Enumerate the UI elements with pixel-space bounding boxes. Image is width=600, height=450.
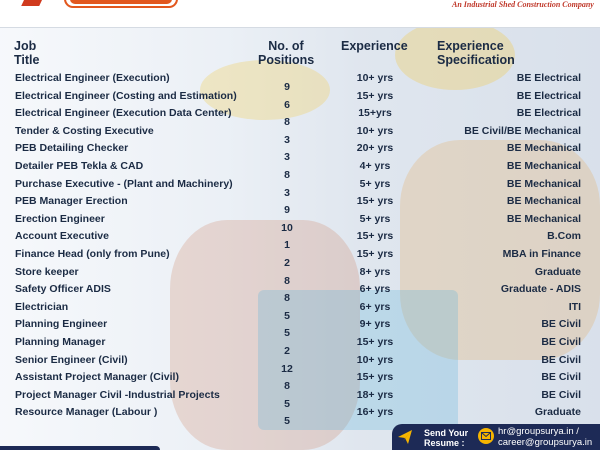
job-title-cell: Electrical Engineer (Costing and Estimation) (15, 89, 237, 102)
job-title-cell: Assistant Project Manager (Civil) (15, 371, 179, 384)
positions-cell: 8 (284, 274, 290, 287)
header-positions: No. of Positions (258, 39, 315, 67)
job-title-cell: Erection Engineer (15, 212, 105, 225)
positions-cell: 9 (284, 204, 290, 217)
positions-cell: 2 (284, 345, 290, 357)
positions-cell: 1 (284, 239, 290, 252)
spec-cell: Graduate (534, 406, 581, 419)
experience-cell: 15+ yrs (356, 230, 394, 243)
hiring-badge (64, 0, 178, 8)
positions-cell: 6 (284, 98, 290, 111)
spec-cell: BE Civil (541, 388, 581, 401)
spec-cell: BE Civil/BE Mechanical (464, 124, 581, 137)
positions-cell: 2 (284, 257, 290, 269)
positions-cell: 3 (284, 133, 290, 146)
company-tagline: An Industrial Shed Construction Company (452, 0, 594, 9)
positions-cell: 5 (284, 415, 290, 428)
spec-cell: Graduate (534, 265, 581, 278)
job-title-cell: PEB Manager Erection (15, 195, 128, 208)
positions-cell: 12 (281, 362, 293, 375)
job-title-cell: Senior Engineer (Civil) (15, 353, 128, 366)
experience-cell: 5+ yrs (359, 177, 391, 190)
positions-cell: 8 (284, 169, 290, 181)
experience-cell: 6+ yrs (359, 283, 391, 296)
job-title-cell: Detailer PEB Tekla & CAD (15, 160, 144, 172)
header-job-title: Job Title (14, 39, 40, 67)
job-title-cell: Planning Engineer (15, 318, 108, 331)
experience-cell: 5+ yrs (359, 212, 391, 225)
spec-cell: BE Mechanical (506, 195, 581, 208)
spec-cell: BE Electrical (516, 89, 581, 102)
positions-cell: 5 (284, 327, 290, 340)
spec-cell: BE Electrical (516, 107, 581, 120)
mail-icon (478, 428, 494, 444)
spec-cell: BE Civil (541, 371, 581, 384)
spec-cell: BE Mechanical (506, 142, 581, 155)
paper-plane-icon (397, 429, 413, 445)
spec-cell: BE Mechanical (506, 212, 581, 225)
experience-cell: 10+ yrs (356, 72, 394, 84)
experience-cell: 9+ yrs (359, 318, 391, 331)
bottom-left-bar (0, 446, 160, 450)
positions-cell: 8 (284, 116, 290, 129)
experience-cell: 15+ yrs (356, 89, 394, 102)
experience-cell: 10+ yrs (356, 124, 394, 137)
spec-cell: BE Civil (541, 353, 581, 366)
positions-cell: 5 (284, 397, 290, 410)
send-resume-label: Send Your Resume : (424, 428, 469, 448)
positions-cell: 8 (284, 380, 290, 393)
experience-cell: 10+ yrs (356, 353, 394, 366)
spec-cell: BE Mechanical (506, 160, 581, 172)
experience-cell: 6+ yrs (359, 300, 391, 313)
experience-cell: 15+ yrs (356, 336, 394, 348)
job-title-cell: Finance Head (only from Pune) (15, 248, 170, 260)
job-title-cell: PEB Detailing Checker (15, 142, 129, 155)
job-title-cell: Project Manager Civil -Industrial Projects (15, 388, 220, 401)
job-title-cell: Store keeper (15, 265, 79, 278)
positions-cell: 8 (284, 292, 290, 305)
resume-footer (392, 424, 600, 450)
job-title-cell: Resource Manager (Labour ) (15, 406, 158, 419)
header-spec: Experience Specification (437, 39, 515, 67)
job-title-cell: Account Executive (15, 230, 109, 243)
spec-cell: BE Civil (541, 336, 581, 348)
logo-mark (21, 0, 45, 6)
job-title-cell: Tender & Costing Executive (15, 124, 154, 137)
spec-cell: BE Civil (541, 318, 581, 331)
experience-cell: 15+yrs (358, 107, 392, 120)
positions-cell: 3 (284, 151, 290, 164)
positions-cell: 3 (284, 186, 290, 199)
job-title-cell: Electrician (15, 300, 69, 313)
contact-emails[interactable] (498, 427, 592, 448)
experience-cell: 20+ yrs (356, 142, 394, 155)
experience-cell: 4+ yrs (359, 160, 391, 172)
experience-cell: 15+ yrs (356, 248, 394, 260)
experience-cell: 18+ yrs (356, 388, 394, 401)
job-title-cell: Safety Officer ADIS (15, 283, 111, 296)
email-hr[interactable]: hr@groupsurya.in / (498, 426, 579, 437)
job-title-cell: Electrical Engineer (Execution Data Center) (15, 107, 232, 120)
job-title-cell: Planning Manager (15, 336, 106, 348)
spec-cell: MBA in Finance (502, 248, 581, 260)
experience-cell: 16+ yrs (356, 406, 394, 419)
spec-cell: BE Mechanical (506, 177, 581, 190)
spec-cell: ITI (568, 300, 581, 313)
positions-cell: 9 (284, 81, 290, 93)
spec-cell: BE Electrical (516, 72, 581, 84)
experience-cell: 15+ yrs (356, 195, 394, 208)
experience-cell: 15+ yrs (356, 371, 394, 384)
job-title-cell: Purchase Executive - (Plant and Machinery) (15, 177, 233, 190)
positions-cell: 5 (284, 309, 290, 322)
header-bar (0, 0, 600, 28)
spec-cell: B.Com (547, 230, 581, 243)
header-experience: Experience (341, 39, 408, 53)
job-title-cell: Electrical Engineer (Execution) (15, 72, 170, 84)
positions-cell: 10 (281, 221, 293, 234)
experience-cell: 8+ yrs (359, 265, 391, 278)
email-career[interactable]: career@groupsurya.in (498, 436, 593, 448)
spec-cell: Graduate - ADIS (500, 283, 581, 296)
